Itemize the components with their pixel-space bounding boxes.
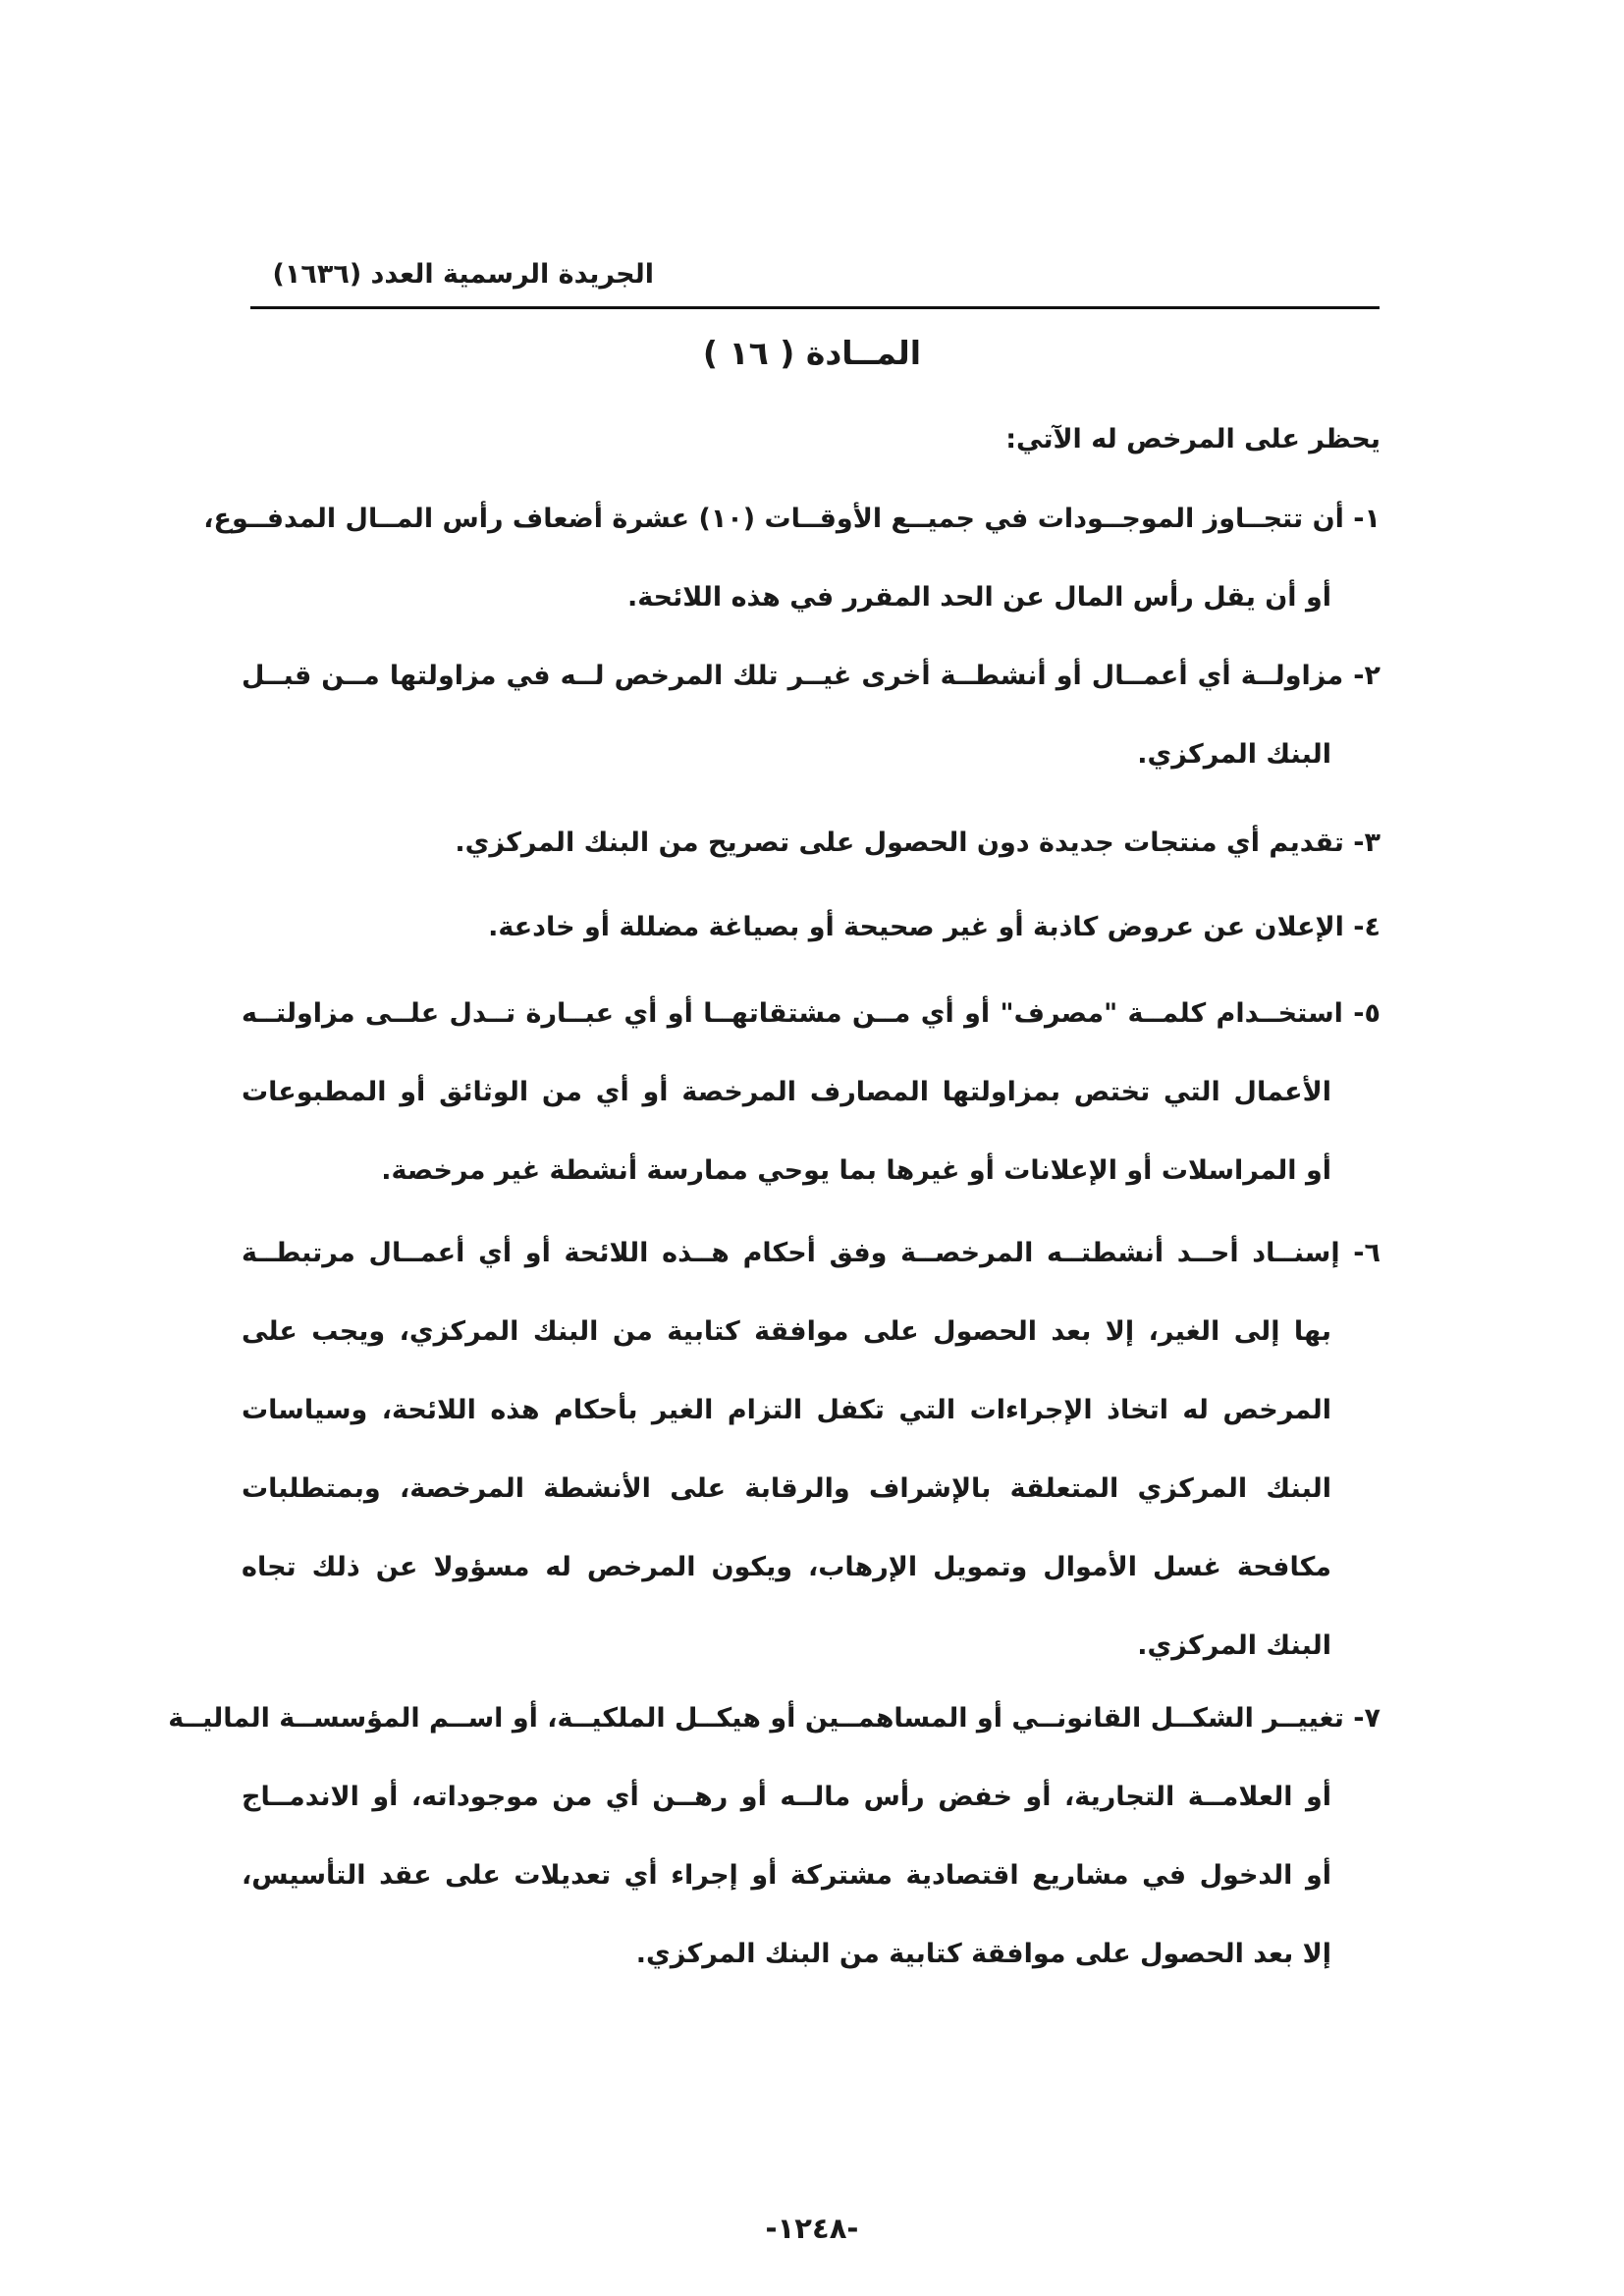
list-item-line: مكافحة غسل الأموال وتمويل الإرهاب، ويكون المرخص له مسؤولا عن ذلك تجاه xyxy=(242,1552,1331,1582)
article-intro: يحظر على المرخص له الآتي: xyxy=(1005,424,1380,454)
list-item-line: بها إلى الغير، إلا بعد الحصول على موافقة كتابية من البنك المركزي، ويجب على xyxy=(242,1316,1331,1347)
list-item-4 xyxy=(242,905,1380,984)
list-item-line: إلا بعد الحصول على موافقة كتابية من البنك المركزي. xyxy=(635,1939,1331,1969)
header-divider xyxy=(250,306,1380,309)
list-item-line: ٢- مزاولــة أي أعمــال أو أنشطــة أخرى غيــر تلك المرخص لــه في مزاولتها مــن قبــل xyxy=(242,661,1380,691)
list-item-line: أو العلامــة التجارية، أو خفض رأس مالــه أو رهــن أي من موجوداته، أو الاندمــاج xyxy=(242,1782,1331,1812)
list-item-line: الأعمال التي تختص بمزاولتها المصارف المرخصة أو أي من الوثائق أو المطبوعات xyxy=(242,1077,1331,1107)
list-item-1 xyxy=(203,497,1380,654)
list-item-line: أو الدخول في مشاريع اقتصادية مشتركة أو إجراء أي تعديلات على عقد التأسيس، xyxy=(242,1860,1331,1891)
list-item-line: ٦- إسنــاد أحــد أنشطتــه المرخصــة وفق أحكام هــذه اللائحة أو أي أعمــال مرتبطــة xyxy=(242,1238,1380,1268)
list-item-line: أو المراسلات أو الإعلانات أو غيرها بما يوحي ممارسة أنشطة غير مرخصة. xyxy=(381,1155,1331,1186)
list-item-line: ٥- استخــدام كلمــة "مصرف" أو أي مــن مشتقاتهــا أو أي عبــارة تــدل علــى مزاولتــه xyxy=(242,998,1380,1029)
list-item-7 xyxy=(168,1696,1380,2010)
gazette-header-title: الجريدة الرسمية العدد (١٦٣٦) xyxy=(272,259,654,290)
list-item-2 xyxy=(242,654,1380,811)
list-item-line: ٤- الإعلان عن عروض كاذبة أو غير صحيحة أو بصياغة مضللة أو خادعة. xyxy=(488,912,1380,942)
list-item-line: المرخص له اتخاذ الإجراءات التي تكفل التزام الغير بأحكام هذه اللائحة، وسياسات xyxy=(242,1395,1331,1425)
list-item-line: البنك المركزي المتعلقة بالإشراف والرقابة على الأنشطة المرخصة، وبمتطلبات xyxy=(242,1473,1331,1504)
list-item-line: البنك المركزي. xyxy=(1137,1630,1331,1661)
list-item-3 xyxy=(242,821,1380,899)
list-item-line: ٣- تقديم أي منتجات جديدة دون الحصول على تصريح من البنك المركزي. xyxy=(455,828,1380,858)
list-item-6 xyxy=(242,1231,1380,1702)
list-item-line: ٧- تغييــر الشكــل القانونــي أو المساهمــين أو هيكــل الملكيــة، أو اســم المؤسســة الماليــة xyxy=(168,1703,1380,1734)
list-item-5 xyxy=(242,991,1380,1227)
list-item-line: ١- أن تتجــاوز الموجــودات في جميــع الأوقــات (١٠) عشرة أضعاف رأس المــال المدفــوع، xyxy=(203,504,1380,534)
list-item-line: البنك المركزي. xyxy=(1137,739,1331,770)
page-number: -١٢٤٨- xyxy=(765,2212,859,2245)
article-title: المــادة ( ١٦ ) xyxy=(702,334,922,372)
list-item-line: أو أن يقل رأس المال عن الحد المقرر في هذه اللائحة. xyxy=(627,582,1331,613)
